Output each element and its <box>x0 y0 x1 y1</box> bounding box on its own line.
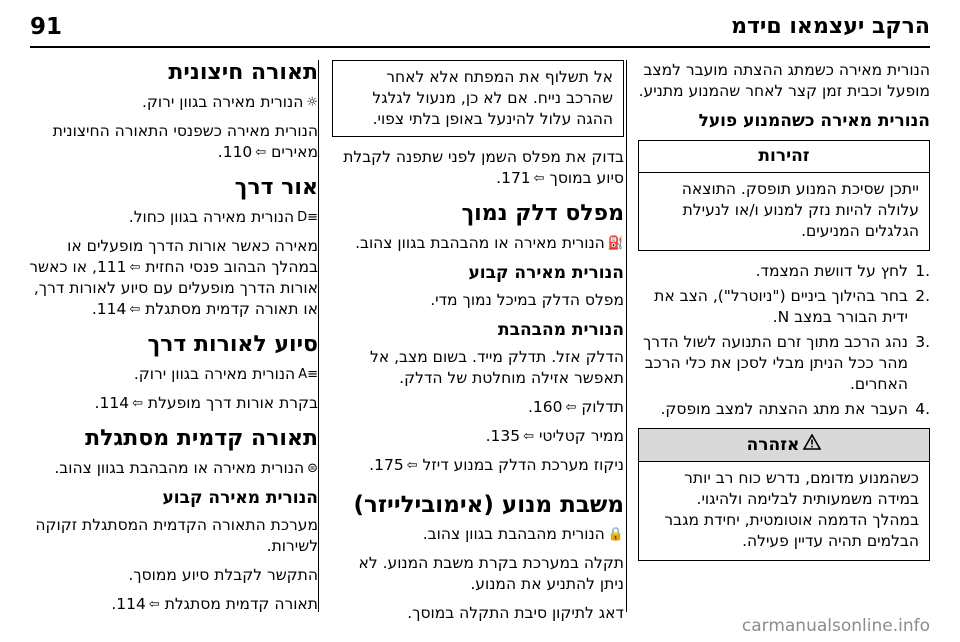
low-fuel-intro: ⛽הנורית מאירה או מהבהבת בגוון צהוב. <box>355 234 624 252</box>
ref-arrow-icon: ⇦ <box>533 171 545 186</box>
left-column <box>28 60 318 623</box>
engine-running-heading: הנורית מאירה כשהמנוע פועל <box>698 111 930 131</box>
key-note-text: אל תשלוף את המפתח אלא לאחר שהרכב נייח. אם לא כן, מנעול לגלגל ההגה עלול להינעל באופן בלתי צפוי. <box>372 68 613 128</box>
adaptive-light-icon: ⊜ <box>307 461 318 476</box>
immobilizer-icon: 🔒 <box>607 527 624 542</box>
steps-list <box>638 261 930 420</box>
warning-title: אזהרה <box>746 435 800 455</box>
column-divider <box>318 60 319 612</box>
low-fuel-heading: מפלס דלק נמוך <box>461 201 624 226</box>
adaptive-light-sub: הנורית מאירה קבוע <box>162 488 318 508</box>
intro-text: הנורית מאירה כשמתג ההצתה מועבר למצב מופעל וכבית זמן קצר לאחר שהמנוע מתניע. <box>638 61 930 100</box>
adaptive-light-ref: תאורה קדמית מסתגלת ⇦114. <box>111 595 318 613</box>
steady-text: מפלס הדלק במיכל נמוך מדי. <box>430 291 624 309</box>
page-number: 91 <box>30 14 63 40</box>
warning-body: כשהמנוע מדומם, נדרש כוח רב יותר במידה משמעותית לבלימה ולהיגוי. במהלך הדממה אוטומטית, יחידת מגבר הבלמים תהיה עדיין פעילה. <box>664 469 919 550</box>
warning-triangle-icon <box>803 434 821 456</box>
key-note-box <box>332 60 624 137</box>
adaptive-light-text: מערכת התאורה הקדמית המסתגלת זקוקה לשירות. <box>35 516 318 555</box>
blink-heading: הנורית מהבהבת <box>498 320 624 340</box>
caution-title: זהירות <box>639 141 929 173</box>
ref-line: תדלוק ⇦160. <box>527 398 624 416</box>
exterior-light-icon: ☼ <box>306 95 318 110</box>
warning-box <box>638 428 930 561</box>
ref-line: ממיר קטליטי ⇦135. <box>485 427 624 445</box>
exterior-light-heading: תאורה חיצונית <box>168 60 318 85</box>
header-rule <box>30 46 930 48</box>
steady-heading: הנורית מאירה קבוע <box>468 263 624 283</box>
ref-arrow-icon: ⇦ <box>129 260 141 275</box>
list-item: .1 לחץ על דוושת המצמד. <box>755 262 930 280</box>
immobilizer-intro: 🔒הנורית מהבהבת בגוון צהוב. <box>422 525 624 543</box>
column-divider <box>626 60 627 612</box>
ref-arrow-icon: ⇦ <box>523 429 535 444</box>
right-column <box>638 60 930 571</box>
list-item: .3 נהג הרכב מתוך זרם התנועה לשול הדרך מהר ככל הניתן מבלי לסכן את כלי הרכב האחרים. <box>642 333 930 393</box>
caution-box <box>638 140 930 251</box>
blink-text: הדלק אזל. תדלק מייד. בשום מצב, אל תאפשר אזילה מוחלטת של הדלק. <box>370 348 624 387</box>
list-item: .2 בחר בהילוך ביניים ("ניוטרל"), הצב את ידית הבורר במצב N. <box>654 287 930 326</box>
immobilizer-tail: דאג לתיקון סיבת התקלה במוסך. <box>407 604 624 622</box>
section-title: הרקב יעצמאו םידמ <box>731 14 930 39</box>
adaptive-light-text2: התקשר לקבלת סיוע ממוסך. <box>128 566 318 584</box>
page-header <box>30 14 930 42</box>
high-beam-heading: אור דרך <box>234 175 318 200</box>
assist-intro: ≡Aהנורית מאירה בגוון ירוק. <box>133 365 318 383</box>
caution-body: ייתכן שסיכת המנוע תופסק. התוצאה עלולה להיות נזק למנוע ו/או לנעילת הגלגלים המניעים. <box>681 180 919 240</box>
middle-column <box>332 60 624 632</box>
list-item: .4 העבר את מתג ההצתה למצב מופסק. <box>660 400 930 418</box>
ref-arrow-icon: ⇦ <box>406 458 418 473</box>
ref-arrow-icon: ⇦ <box>132 396 143 411</box>
high-beam-icon: ≡D <box>297 210 318 225</box>
watermark: carmanualsonline.info <box>741 616 930 636</box>
ref-arrow-icon: ⇦ <box>148 597 160 612</box>
exterior-light-text: הנורית מאירה כשפנסי התאורה החיצונית מאירים ⇦110. <box>52 122 318 161</box>
assist-text: בקרת אורות דרך מופעלת ⇦114. <box>94 394 318 412</box>
ref-arrow-icon: ⇦ <box>565 400 577 415</box>
page-ref: 171 <box>501 169 531 187</box>
high-beam-text: מאירה כאשר אורות הדרך מופעלים או במהלך הבהוב פנסי החזית ⇦111, או כאשר אורות הדרך מופעלים עם סיוע לאורות דרך, או תאורה קדמית מסתגלת ⇦114. <box>29 237 318 318</box>
ref-line: ניקוז מערכת הדלק במנוע דיזל ⇦175. <box>369 456 624 474</box>
ref-arrow-icon: ⇦ <box>129 302 141 317</box>
adaptive-light-intro: ⊜הנורית מאירה או מהבהבת בגוון צהוב. <box>54 459 318 477</box>
assist-heading: סיוע לאורות דרך <box>147 332 318 357</box>
check-oil-text: בדוק את מפלס השמן לפני שתפנה לקבלת סיוע במוסך ⇦171. <box>343 148 624 187</box>
warning-title-row <box>639 429 929 462</box>
immobilizer-heading: משבת מנוע (אימובילייזר) <box>353 492 624 518</box>
adaptive-light-heading: תאורה קדמית מסתגלת <box>85 426 318 451</box>
immobilizer-text: תקלה במערכת בקרת משבת המנוע. לא ניתן להתניע את המנוע. <box>358 554 624 593</box>
fuel-pump-icon: ⛽ <box>607 236 624 251</box>
high-beam-intro: ≡Dהנורית מאירה בגוון כחול. <box>128 208 318 226</box>
high-beam-assist-icon: ≡A <box>298 367 318 382</box>
ref-arrow-icon: ⇦ <box>255 145 267 160</box>
exterior-light-intro: ☼הנורית מאירה בגוון ירוק. <box>141 93 318 111</box>
